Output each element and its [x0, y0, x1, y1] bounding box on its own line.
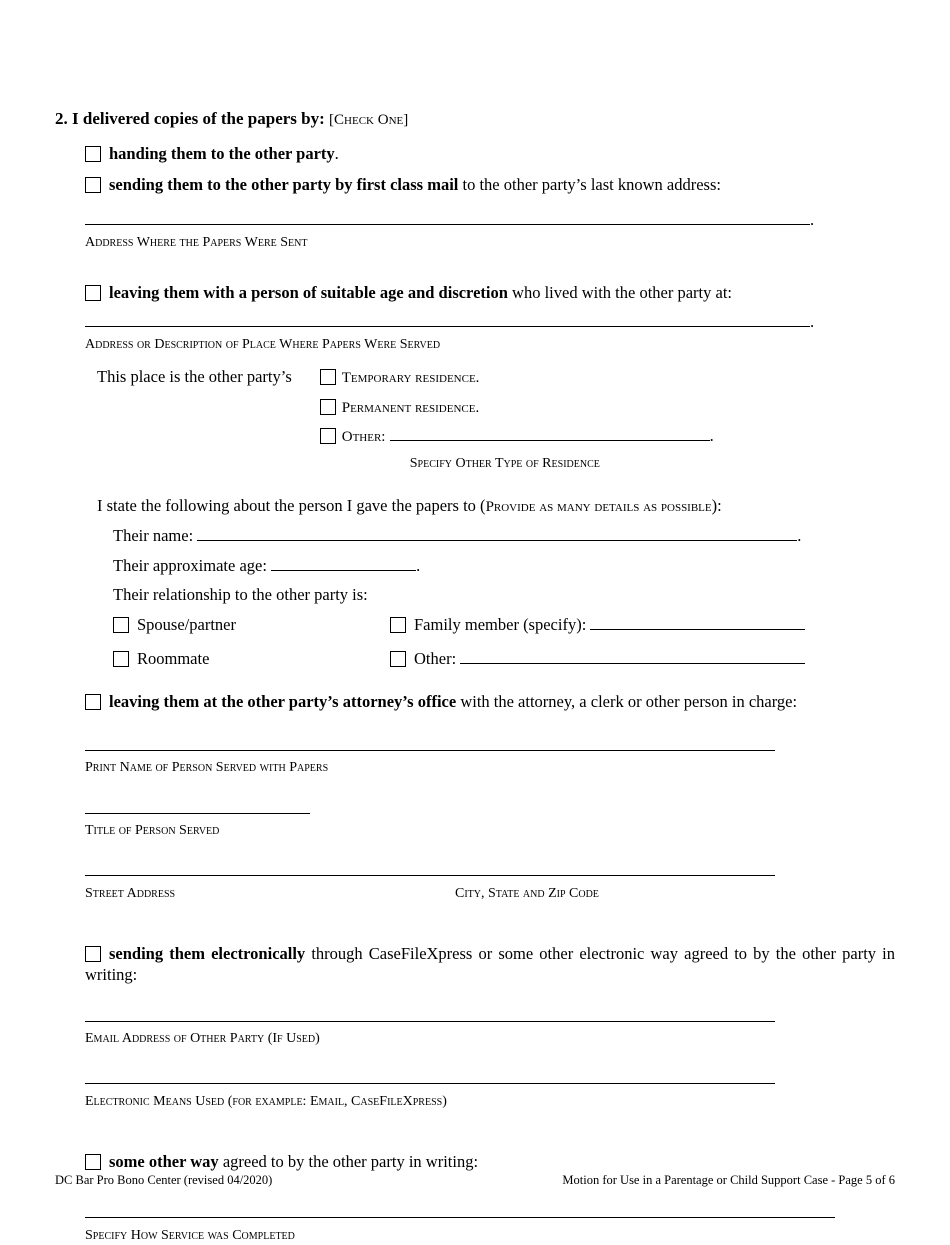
- street-address-row: [85, 860, 895, 881]
- details-intro-caps: Provide as many details as possible: [485, 498, 712, 515]
- other-way-row: [85, 1202, 895, 1223]
- address-sent-period: .: [810, 210, 815, 230]
- approximate-age-label: Their approximate age:: [113, 555, 272, 575]
- option-electronic-rest: through CaseFileXpress or some other electronic way agreed to by the other party in writing:: [85, 943, 895, 985]
- option-mail-rest: to the other party’s last known address:: [458, 174, 721, 194]
- person-served-name-row: [85, 735, 895, 756]
- person-name-label: Their name:: [113, 526, 198, 546]
- relationship-option-spouse: [113, 614, 390, 635]
- section-2-heading-text: 2. I delivered copies of the papers by:: [55, 109, 330, 128]
- relationship-option-roommate: [113, 648, 390, 669]
- approximate-age-period: .: [416, 555, 421, 575]
- street-city-labels: [85, 882, 895, 903]
- checkbox-other-relationship[interactable]: [390, 651, 406, 667]
- other-relationship-line[interactable]: [460, 648, 805, 664]
- relationship-options: [113, 614, 895, 670]
- page-footer: [55, 1173, 895, 1188]
- address-sent-line[interactable]: [85, 210, 810, 226]
- address-served-label: Address or Description of Place Where Papers Were Served: [85, 336, 441, 352]
- title-served-row: [85, 798, 895, 819]
- residence-intro: This place is the other party’s: [97, 367, 292, 387]
- family-member-line[interactable]: [590, 614, 805, 630]
- checkbox-handing[interactable]: [85, 146, 101, 162]
- details-intro-post: ):: [711, 495, 722, 515]
- residence-block: [97, 366, 895, 473]
- title-served-label: Title of Person Served: [85, 822, 220, 838]
- option-other-rest: agreed to by the other party in writing:: [218, 1151, 479, 1171]
- person-name-line[interactable]: [197, 526, 797, 542]
- address-served-line[interactable]: [85, 312, 810, 328]
- checkbox-spouse-partner[interactable]: [113, 617, 129, 633]
- residence-option-other: [320, 425, 714, 448]
- city-state-zip-label: City, State and Zip Code: [455, 885, 599, 901]
- other-relationship-label: Other:: [414, 649, 461, 668]
- family-member-label: Family member (specify):: [414, 614, 591, 634]
- option-handing: [85, 143, 895, 164]
- permanent-residence-label: Permanent residence.: [341, 399, 480, 416]
- street-address-label: Street Address: [85, 885, 176, 901]
- person-served-name-line[interactable]: [85, 735, 775, 751]
- address-sent-row: [85, 209, 895, 230]
- person-name-period: .: [797, 526, 802, 546]
- option-electronically: [85, 943, 895, 986]
- details-intro-pre: I state the following about the person I gave the papers to (: [97, 495, 486, 515]
- approximate-age-row: [113, 555, 895, 576]
- electronic-means-line[interactable]: [85, 1069, 775, 1085]
- option-suitable-person: [85, 282, 895, 303]
- specify-residence-label: Specify Other Type of Residence: [409, 455, 600, 471]
- option-attorney-bold: leaving them at the other party’s attorney’s office: [109, 692, 457, 712]
- approximate-age-line[interactable]: [271, 555, 416, 571]
- option-handing-bold: handing them to the other party: [109, 143, 335, 163]
- other-way-line[interactable]: [85, 1203, 835, 1219]
- option-some-other-way: [85, 1151, 895, 1172]
- relationship-option-family: [390, 614, 895, 635]
- option-mail-bold: sending them to the other party by first class mail: [109, 174, 459, 194]
- footer-right: Motion for Use in a Parentage or Child Support Case - Page 5 of 6: [562, 1173, 895, 1187]
- option-electronic-bold: sending them electronically: [109, 943, 306, 963]
- relationship-label: Their relationship to the other party is:: [113, 585, 368, 605]
- option-attorney-office: [85, 691, 895, 712]
- other-way-label: Specify How Service was Completed: [85, 1227, 295, 1243]
- details-intro: [97, 495, 895, 518]
- option-person-bold: leaving them with a person of suitable age and discretion: [109, 283, 508, 302]
- residence-option-permanent: [320, 396, 714, 419]
- checkbox-temporary-residence[interactable]: [320, 369, 336, 385]
- checkbox-some-other-way[interactable]: [85, 1154, 101, 1170]
- electronic-means-row: [85, 1068, 895, 1089]
- email-address-row: [85, 1006, 895, 1027]
- residence-options: [320, 366, 714, 473]
- option-attorney-rest: with the attorney, a clerk or other person in charge:: [456, 692, 798, 712]
- temporary-residence-label: Temporary residence.: [341, 370, 480, 387]
- person-served-name-label: Print Name of Person Served with Papers: [85, 760, 329, 776]
- check-one-note: [Check One]: [329, 112, 409, 128]
- email-address-line[interactable]: [85, 1006, 775, 1022]
- address-served-period: .: [810, 312, 815, 332]
- street-address-line[interactable]: [85, 860, 775, 876]
- other-residence-line[interactable]: [390, 425, 710, 441]
- checkbox-roommate[interactable]: [113, 651, 129, 667]
- address-sent-label: Address Where the Papers Were Sent: [85, 234, 308, 250]
- checkbox-first-class-mail[interactable]: [85, 177, 101, 193]
- electronic-means-label: Electronic Means Used (for example: Email, CaseFileXpress): [85, 1093, 447, 1109]
- section-2-heading: [55, 108, 895, 131]
- residence-option-temporary: [320, 366, 714, 389]
- relationship-option-other: [390, 648, 895, 669]
- checkbox-family-member[interactable]: [390, 617, 406, 633]
- checkbox-attorney-office[interactable]: [85, 694, 101, 710]
- option-first-class-mail: [85, 174, 895, 195]
- checkbox-electronically[interactable]: [85, 946, 101, 962]
- checkbox-other-residence[interactable]: [320, 428, 336, 444]
- email-address-label: Email Address of Other Party (If Used): [85, 1031, 320, 1047]
- other-residence-period: .: [709, 426, 714, 446]
- option-person-rest: who lived with the other party at:: [507, 283, 732, 302]
- title-served-line[interactable]: [85, 798, 310, 814]
- option-other-bold: some other way: [109, 1151, 219, 1171]
- footer-left: DC Bar Pro Bono Center (revised 04/2020): [55, 1173, 273, 1187]
- address-served-row: [85, 311, 895, 332]
- other-residence-label: Other:: [341, 429, 386, 446]
- person-name-row: [113, 525, 895, 546]
- checkbox-suitable-person[interactable]: [85, 285, 101, 301]
- checkbox-permanent-residence[interactable]: [320, 399, 336, 415]
- option-handing-rest: .: [334, 143, 339, 163]
- spouse-partner-label: Spouse/partner: [137, 614, 236, 634]
- roommate-label: Roommate: [137, 649, 210, 668]
